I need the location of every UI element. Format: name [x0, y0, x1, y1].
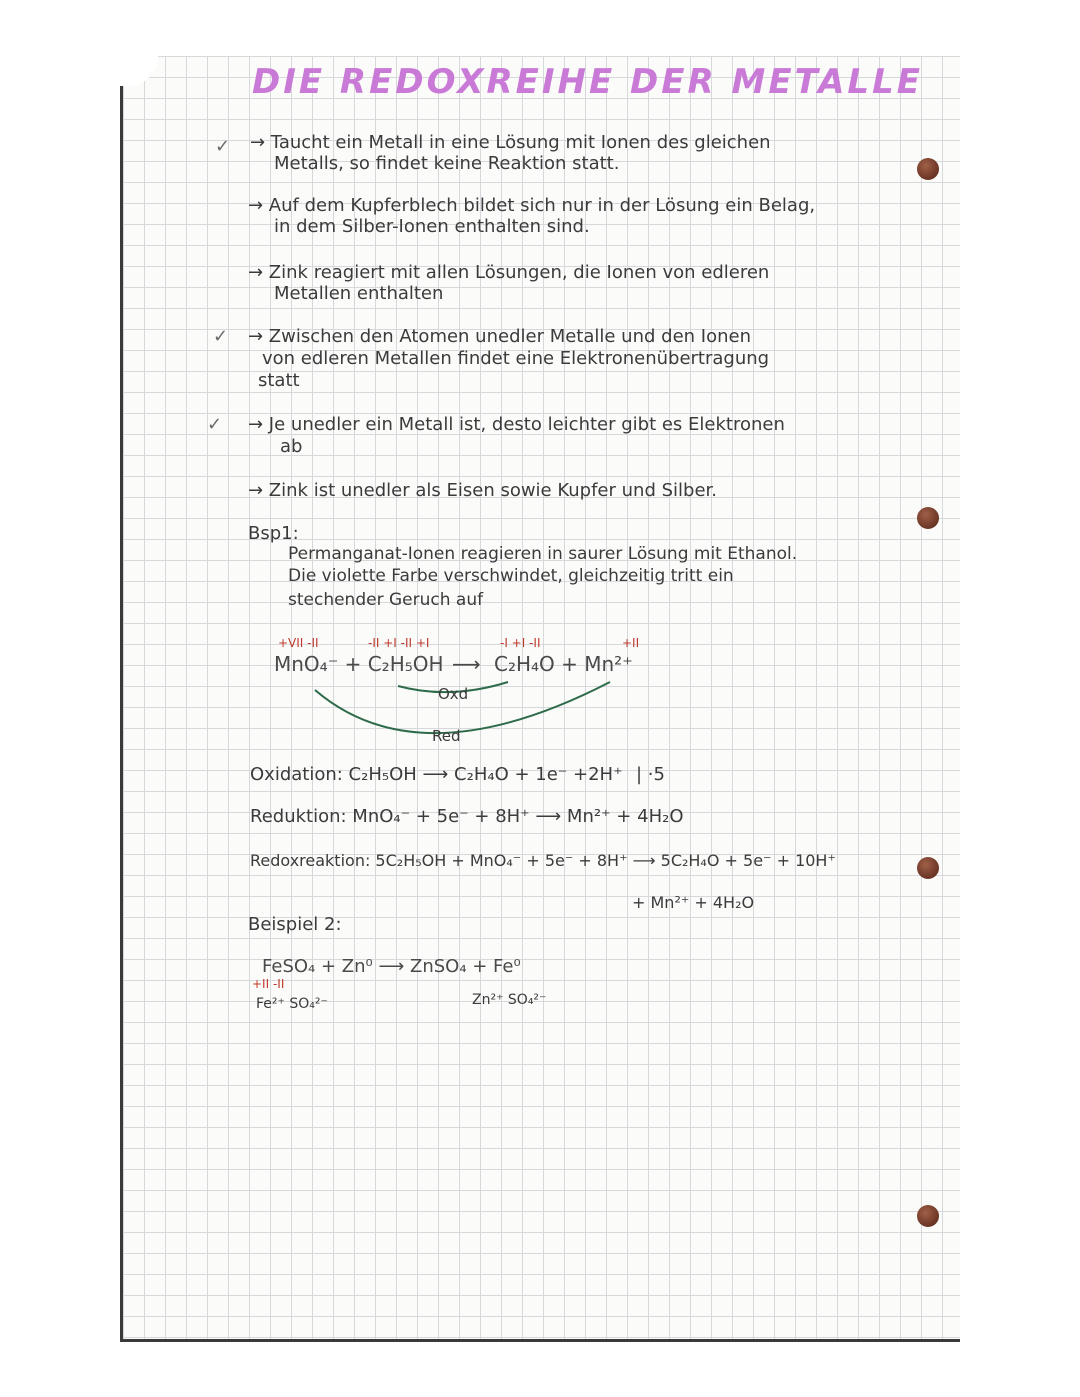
oxidation-state-ethanal: -I +I -II: [500, 636, 541, 650]
graph-paper-sheet: [120, 56, 960, 1342]
bullet-4-line-3: statt: [258, 370, 300, 391]
oxidation-state-mno4: +VII -II: [278, 636, 319, 650]
example-2-label: Beispiel 2:: [248, 914, 342, 935]
equation-left: MnO₄⁻ + C₂H₅OH: [274, 652, 444, 676]
check-mark: ✓: [213, 326, 229, 347]
example-1-label: Bsp1:: [248, 523, 299, 544]
bullet-5-line-2: ab: [280, 436, 303, 457]
oxidation-factor: | ·5: [636, 764, 665, 785]
equation-arrow: ⟶: [452, 652, 481, 676]
bullet-3-line-2: Metallen enthalten: [274, 283, 444, 304]
oxidation-equation: Oxidation: C₂H₅OH ⟶ C₂H₄O + 1e⁻ +2H⁺: [250, 764, 623, 785]
punch-hole: [917, 158, 939, 180]
bullet-5-line-1: → Je unedler ein Metall ist, desto leichter gibt es Elektronen: [248, 414, 785, 435]
redox-equation-line-2: + Mn²⁺ + 4H₂O: [632, 893, 755, 912]
redox-equation-line-1: Redoxreaktion: 5C₂H₅OH + MnO₄⁻ + 5e⁻ + 8H⁺ ⟶ 5C₂H₄O + 5e⁻ + 10H⁺: [250, 851, 836, 870]
bullet-3-line-1: → Zink reagiert mit allen Lösungen, die Ionen von edleren: [248, 262, 770, 283]
example-2-ions-1: Fe²⁺ SO₄²⁻: [256, 996, 328, 1012]
punch-hole: [917, 507, 939, 529]
oxidation-label: Oxd: [438, 685, 469, 703]
equation-right: C₂H₄O + Mn²⁺: [494, 652, 633, 676]
bullet-4-line-2: von edleren Metallen findet eine Elektronenübertragung: [262, 348, 770, 369]
reduction-equation: Reduktion: MnO₄⁻ + 5e⁻ + 8H⁺ ⟶ Mn²⁺ + 4H₂O: [250, 806, 684, 827]
example-1-text-1: Permanganat-Ionen reagieren in saurer Lösung mit Ethanol.: [288, 544, 798, 564]
bullet-1-line-2: Metalls, so findet keine Reaktion statt.: [274, 153, 620, 174]
example-2-equation: FeSO₄ + Zn⁰ ⟶ ZnSO₄ + Fe⁰: [262, 956, 521, 977]
example-2-ions-2: Zn²⁺ SO₄²⁻: [472, 992, 547, 1008]
punch-hole: [917, 857, 939, 879]
example-1-text-2: Die violette Farbe verschwindet, gleichzeitig tritt ein: [288, 566, 734, 586]
example-2-oxidation-states: +II -II: [252, 977, 285, 991]
oxidation-state-ethanol: -II +I -II +I: [368, 636, 430, 650]
example-1-text-3: stechender Geruch auf: [288, 590, 484, 610]
bullet-2-line-1: → Auf dem Kupferblech bildet sich nur in der Lösung ein Belag,: [248, 195, 816, 216]
punch-hole: [917, 1205, 939, 1227]
bullet-1-line-1: → Taucht ein Metall in eine Lösung mit Ionen des gleichen: [250, 132, 771, 153]
check-mark: ✓: [207, 414, 223, 435]
oxidation-state-mn: +II: [622, 636, 640, 650]
bullet-2-line-2: in dem Silber-Ionen enthalten sind.: [274, 216, 590, 237]
bullet-6-line-1: → Zink ist unedler als Eisen sowie Kupfer und Silber.: [248, 480, 717, 501]
page-title: DIE REDOXREIHE DER METALLE: [252, 62, 923, 102]
bullet-4-line-1: → Zwischen den Atomen unedler Metalle und den Ionen: [248, 326, 751, 347]
check-mark: ✓: [215, 136, 231, 157]
reduction-label: Red: [432, 727, 461, 745]
